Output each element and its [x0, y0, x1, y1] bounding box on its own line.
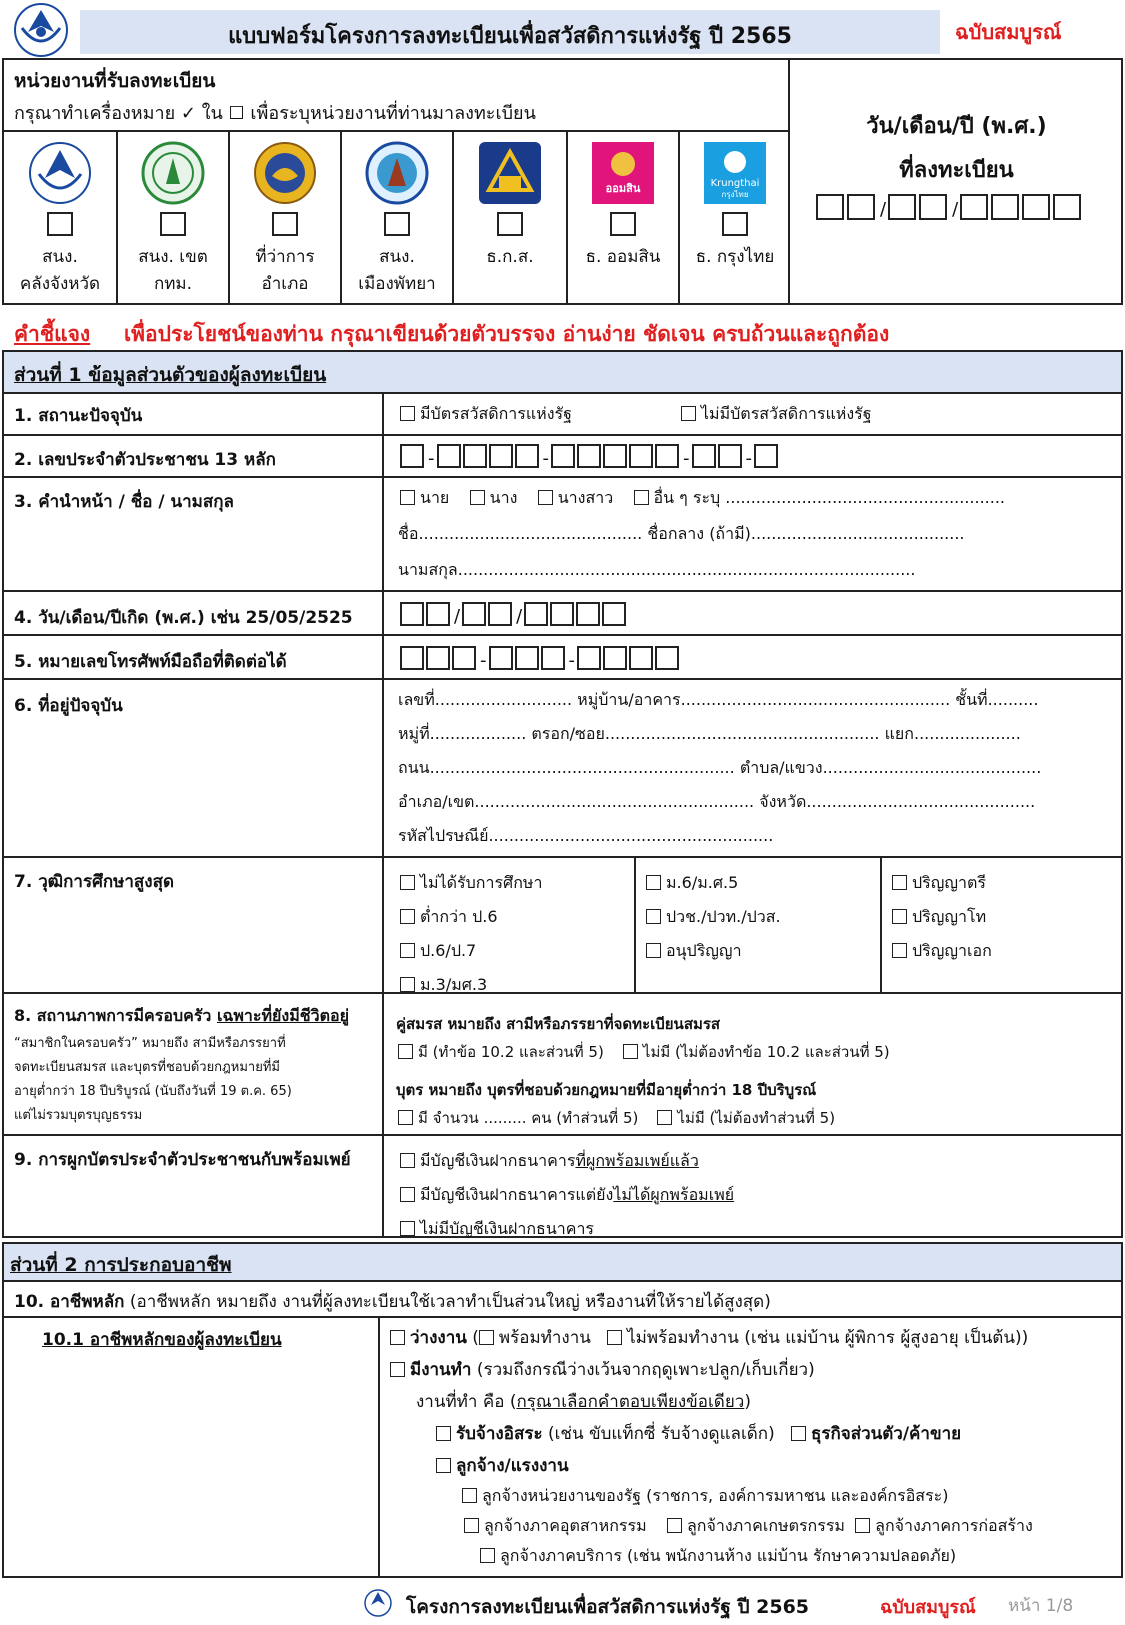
checkbox[interactable] — [681, 406, 696, 421]
section2: ส่วนที่ 2 การประกอบอาชีพ 10. อาชีพหลัก (อาชีพหลัก หมายถึง งานที่ผู้ลงทะเบียนใช้เวลาทำเป็นส่วนใหญ่ หรืองานที่ให้รายได้สูงสุด) 10.1 อาชีพหลักของผู้ลงทะเบียน ว่างงาน ( พร้อมทำงาน ไม่พร้อมทำงาน (เช่น แม่บ้าน ผู้พิการ ผู้สูงอายุ เป็นต้น)) มีงานทำ (รวมถึงกรณีว่างเว้นจากฤดูเพาะปลูก/เก็บเกี่ยว) งานที่ทำ คือ (กรุณาเลือกคำตอบเพียงข้อเดียว) รับจ้างอิสระ (เช่น ขับแท็กซี่ รับจ้างดูแลเด็ก) ธุรกิจส่วนตัว/ค้าขาย ลูกจ้าง/แรงงาน ลูกจ้างหน่วยงานของรัฐ (ราชการ, องค์การมหาชน และองค์กรอิสระ) ลูกจ้างภาคอุตสาหกรรม ลูกจ้างภาคเกษตรกรรม ลูกจ้างภาคการก่อสร้าง ลูกจ้างภาคบริการ (เช่น พนักงานห้าง แม่บ้าน รักษาความปลอดภัย) — [2, 1242, 1123, 1578]
checkbox[interactable] — [462, 1488, 477, 1503]
checkbox[interactable] — [400, 909, 415, 924]
checkbox[interactable] — [892, 909, 907, 924]
q3-titles: นาย นาง นางสาว อื่น ๆ ระบุ ....................................................... — [400, 486, 1005, 511]
employed-label: มีงานทำ — [410, 1360, 472, 1380]
baac-logo-icon — [477, 140, 543, 206]
checkbox[interactable] — [892, 875, 907, 890]
checkbox[interactable] — [646, 909, 661, 924]
checkbox[interactable] — [390, 1330, 405, 1345]
education-option: ปริญญาโท — [912, 907, 987, 926]
agency-bangkok-checkbox[interactable] — [160, 212, 186, 236]
footer — [0, 1584, 1125, 1624]
spouse-no: ไม่มี (ไม่ต้องทำข้อ 10.2 และส่วนที่ 5) — [642, 1043, 890, 1061]
q9-opt2: มีบัญชีเงินฝากธนาคารแต่ยัง — [420, 1185, 614, 1204]
section1-col-divider — [382, 392, 384, 1236]
checkbox[interactable] — [791, 1426, 806, 1441]
agency-name: เมืองพัทยา — [358, 274, 436, 294]
agency-finance-checkbox[interactable] — [47, 212, 73, 236]
title-option: นาง — [489, 488, 518, 507]
section1: ส่วนที่ 1 ข้อมูลส่วนตัวของผู้ลงทะเบียน 1. สถานะปัจจุบัน มีบัตรสวัสดิการแห่งรัฐ ไม่มีบัตรสวัสดิการแห่งรัฐ 2. เลขประจำตัวประชาชน 13 หลัก - - - - 3. คำนำหน้า / ชื่อ / นามสกุล นาย นาง นางสาว อื่น ๆ ระบุ ....................................................... ชื่อ............................................ ชื่อกลาง (ถ้ามี).......................................... นามสกุล.......................................................................................... 4. วัน/เดือน/ปีเกิด (พ.ศ.) เช่น 25/05/2525 / / 5. หมายเลขโทรศัพท์มือถือที่ติดต่อได้ - - 6. ที่อยู่ปัจจุบัน เลขที่........................... หมู่บ้าน/อาคาร..................................................... ชั้นที่.......... หมู่ที่................... ตรอก/ซอย...................................................... แยก..................... ถนน............................................................ ตำบล/แขวง........................................... อำเภอ/เขต....................................................... จังหวัด............................................. รหัสไปรษณีย์........................................................ 7. วุฒิการศึกษาสูงสุด ไม่ได้รับการศึกษา ต่ำกว่า ป.6 ป.6/ป.7 ม.3/มศ.3 ม.6/ม.ศ.5 ปวช./ปวท./ปวส. อนุปริญญา ปริญญาตรี ปริญญาโท ปริญญาเอก 8. สถานภาพการมีครอบครัว เฉพาะที่ยังมีชีวิตอยู่ “สมาชิกในครอบครัว” หมายถึง สามีหรือภรรยาที่ จดทะเบียนสมรส และบุตรที่ชอบด้วยกฎหมายที่มี อายุต่ำกว่า 18 ปีบริบูรณ์ (นับถึงวันที่ 19 ต.ค. 65) แต่ไม่รวมบุตรบุญธรรม คู่สมรส หมายถึง สามีหรือภรรยาที่จดทะเบียนสมรส มี (ทำข้อ 10.2 และส่วนที่ 5) ไม่มี (ไม่ต้องทำข้อ 10.2 และส่วนที่ 5) บุตร หมายถึง บุตรที่ชอบด้วยกฎหมายที่มีอายุต่ำกว่า 18 ปีบริบูรณ์ มี จำนวน ......... คน (ทำส่วนที่ 5) ไม่มี (ไม่ต้องทำส่วนที่ 5) 9. การผูกบัตรประจำตัวประชาชนกับพร้อมเพย์ มีบัญชีเงินฝากธนาคารที่ผูกพร้อมเพย์แล้ว มีบัญชีเงินฝากธนาคารแต่ยังไม่ได้ผูกพร้อมเพย์ ไม่มีบัญชีเงินฝากธนาคาร — [2, 350, 1123, 1238]
junction-label: แยก — [884, 724, 914, 743]
agency-krungthai[interactable] — [678, 132, 790, 305]
q8-note: จดทะเบียนสมรส และบุตรที่ชอบด้วยกฎหมายที่มี — [14, 1060, 280, 1075]
checkbox[interactable] — [436, 1426, 451, 1441]
phone-boxes[interactable]: - - — [400, 646, 681, 671]
q8-note: แต่ไม่รวมบุตรบุญธรรม — [14, 1108, 143, 1123]
checkbox[interactable] — [538, 490, 553, 505]
education-option: ไม่ได้รับการศึกษา — [420, 873, 543, 892]
alley-label: ตรอก/ซอย — [531, 724, 605, 743]
not-ready-label: ไม่พร้อมทำงาน (เช่น แม่บ้าน ผู้พิการ ผู้สูงอายุ เป็นต้น)) — [627, 1328, 1029, 1348]
agency-name: ธ. กรุงไทย — [695, 247, 775, 267]
checkbox[interactable] — [892, 943, 907, 958]
q8-label-emph: เฉพาะที่ยังมีชีวิตอยู่ — [216, 1006, 349, 1025]
ready-label: พร้อมทำงาน — [498, 1328, 591, 1348]
agency-name: สนง. — [42, 247, 78, 267]
title-option: นางสาว — [557, 488, 614, 507]
birthdate-boxes[interactable]: / / — [400, 602, 628, 627]
education-option: อนุปริญญา — [666, 941, 742, 960]
checkbox[interactable] — [400, 490, 415, 505]
agency-name: ธ.ก.ส. — [486, 247, 534, 267]
q1-opt1: มีบัตรสวัสดิการแห่งรัฐ — [420, 404, 572, 423]
house-no-label: เลขที่ — [398, 690, 435, 709]
agency-heading: หน่วยงานที่รับลงทะเบียน — [14, 70, 216, 92]
freelance-desc: (เช่น ขับแท็กซี่ รับจ้างดูแลเด็ก) — [542, 1424, 775, 1444]
instruction-label: คำชี้แจง — [14, 322, 91, 346]
section1-title: ส่วนที่ 1 ข้อมูลส่วนตัวของผู้ลงทะเบียน — [14, 364, 327, 386]
checkbox[interactable] — [646, 943, 661, 958]
agency-name: อำเภอ — [261, 274, 309, 294]
footer-logo-icon — [363, 1588, 393, 1618]
work-choose: กรุณาเลือกคำตอบเพียงข้อเดียว — [516, 1392, 745, 1412]
q8-label — [14, 1004, 349, 1029]
middle-name-label: ชื่อกลาง (ถ้ามี) — [647, 524, 751, 543]
header-logo — [6, 2, 76, 58]
checkbox[interactable] — [400, 406, 415, 421]
checkbox[interactable] — [479, 1330, 494, 1345]
title-option: อื่น ๆ ระบุ — [653, 488, 721, 507]
agency-name: กทม. — [153, 274, 193, 294]
business-label: ธุรกิจส่วนตัว/ค้าขาย — [810, 1424, 962, 1444]
checkbox[interactable] — [400, 875, 415, 890]
checkbox[interactable] — [400, 1153, 415, 1168]
svg-text:ออมสิน: ออมสิน — [605, 182, 641, 195]
q10-1-label: 10.1 อาชีพหลักของผู้ลงทะเบียน — [42, 1330, 282, 1350]
q1-label: 1. สถานะปัจจุบัน — [14, 406, 143, 426]
q8-note: อายุต่ำกว่า 18 ปีบริบูรณ์ (นับถึงวันที่ 19 ต.ค. 65) — [14, 1084, 292, 1099]
checkbox[interactable] — [646, 875, 661, 890]
q9-label: 9. การผูกบัตรประจำตัวประชาชนกับพร้อมเพย์ — [14, 1150, 351, 1170]
agency-name: สนง. — [379, 247, 415, 267]
checkbox[interactable] — [400, 1221, 415, 1236]
province-label: จังหวัด — [759, 792, 807, 811]
emp-service: ลูกจ้างภาคบริการ (เช่น พนักงานห้าง แม่บ้าน รักษาความปลอดภัย) — [500, 1546, 957, 1565]
q3-label: 3. คำนำหน้า / ชื่อ / นามสกุล — [14, 492, 234, 512]
agency-name: คลังจังหวัด — [19, 274, 101, 294]
employee-label: ลูกจ้าง/แรงงาน — [456, 1456, 569, 1476]
checkbox[interactable] — [623, 1044, 638, 1059]
agency-name: ธ. ออมสิน — [585, 247, 661, 267]
agency-section — [2, 58, 1123, 305]
gsb-logo-icon — [590, 140, 656, 206]
q9-opt1-emph: ที่ผูกพร้อมเพย์แล้ว — [575, 1151, 699, 1170]
subdistrict-label: ตำบล/แขวง — [739, 758, 823, 777]
title-option: นาย — [420, 488, 450, 507]
q9-opt2-emph: ไม่ได้ผูกพร้อมเพย์ — [613, 1185, 735, 1204]
checkbox[interactable] — [400, 977, 415, 992]
registration-date-boxes[interactable]: / / — [816, 194, 1116, 220]
floor-label: ชั้นที่ — [955, 690, 988, 709]
agency-gsb[interactable] — [566, 132, 678, 305]
q1-opt2: ไม่มีบัตรสวัสดิการแห่งรัฐ — [701, 404, 872, 423]
child-heading: บุตร หมายถึง บุตรที่ชอบด้วยกฎหมายที่มีอายุต่ำกว่า 18 ปีบริบูรณ์ — [396, 1081, 817, 1099]
registration-date-label-2: ที่ลงทะเบียน — [899, 158, 1014, 183]
agency-instruction: กรุณาทำเครื่องหมาย ✓ ใน ☐ เพื่อระบุหน่วยงานที่ท่านมาลงทะเบียน — [14, 103, 536, 124]
checkbox[interactable] — [464, 1518, 479, 1533]
agency-baac[interactable] — [452, 132, 566, 305]
emp-agri: ลูกจ้างภาคเกษตรกรรม — [686, 1516, 845, 1535]
agency-row — [4, 130, 790, 303]
freelance-label: รับจ้างอิสระ — [456, 1424, 543, 1444]
checkbox[interactable] — [398, 1110, 413, 1125]
education-option: ป.6/ป.7 — [420, 941, 477, 960]
checkbox[interactable] — [398, 1044, 413, 1059]
checkbox[interactable] — [667, 1518, 682, 1533]
q10-line — [14, 1288, 771, 1315]
agency-baac-checkbox[interactable] — [497, 212, 523, 236]
q5-label: 5. หมายเลขโทรศัพท์มือถือที่ติดต่อได้ — [14, 652, 287, 672]
agency-district-checkbox[interactable] — [272, 212, 298, 236]
page-number: หน้า 1/8 — [1008, 1596, 1074, 1616]
agency-gsb-checkbox[interactable] — [610, 212, 636, 236]
finance-ministry-logo-icon — [6, 2, 76, 58]
last-name-label: นามสกุล — [398, 560, 458, 579]
checkbox[interactable] — [390, 1362, 405, 1377]
education-option: ต่ำกว่า ป.6 — [420, 907, 498, 926]
agency-name: สนง. เขต — [138, 247, 208, 267]
footer-edition: ฉบับสมบูรณ์ — [880, 1597, 976, 1618]
postcode-label: รหัสไปรษณีย์ — [398, 826, 489, 845]
spouse-heading: คู่สมรส หมายถึง สามีหรือภรรยาที่จดทะเบียนสมรส — [396, 1015, 721, 1033]
agency-pattaya-checkbox[interactable] — [384, 212, 410, 236]
agency-finance[interactable] — [2, 132, 116, 305]
child-no: ไม่มี (ไม่ต้องทำส่วนที่ 5) — [677, 1109, 836, 1127]
svg-text:กรุงไทย: กรุงไทย — [721, 190, 749, 199]
checkbox[interactable] — [470, 490, 485, 505]
krungthai-logo-icon — [702, 140, 768, 206]
district-label: อำเภอ/เขต — [398, 792, 475, 811]
agency-krungthai-checkbox[interactable] — [722, 212, 748, 236]
instruction-text: เพื่อประโยชน์ของท่าน กรุณาเขียนด้วยตัวบรรจง อ่านง่าย ชัดเจน ครบถ้วนและถูกต้อง — [124, 322, 890, 346]
page-title: แบบฟอร์มโครงการลงทะเบียนเพื่อสวัสดิการแห่งรัฐ ปี 2565 — [228, 24, 792, 49]
work-prefix: งานที่ทำ คือ ( — [416, 1392, 517, 1412]
garuda-icon — [27, 140, 93, 206]
checkbox[interactable] — [400, 1187, 415, 1202]
employed-desc: (รวมถึงกรณีว่างเว้นจากฤดูเพาะปลูก/เก็บเกี่ยว) — [471, 1360, 815, 1380]
agency-name: ที่ว่าการ — [255, 247, 315, 267]
q7-label: 7. วุฒิการศึกษาสูงสุด — [14, 872, 175, 892]
q4-label: 4. วัน/เดือน/ปีเกิด (พ.ศ.) เช่น 25/05/2525 — [14, 608, 353, 628]
svg-text:Krungthai: Krungthai — [710, 178, 760, 189]
section2-title: ส่วนที่ 2 การประกอบอาชีพ — [10, 1254, 232, 1276]
checkbox[interactable] — [400, 943, 415, 958]
checkbox[interactable] — [634, 490, 649, 505]
q8-note: “สมาชิกในครอบครัว” หมายถึง สามีหรือภรรยาที่ — [14, 1036, 286, 1051]
agency-pattaya[interactable] — [340, 132, 452, 305]
district-seal-icon — [252, 140, 318, 206]
checkbox[interactable] — [657, 1110, 672, 1125]
education-option: ม.6/ม.ศ.5 — [666, 873, 739, 892]
spouse-yes: มี (ทำข้อ 10.2 และส่วนที่ 5) — [418, 1043, 604, 1061]
pattaya-seal-icon — [364, 140, 430, 206]
bangkok-seal-icon — [140, 140, 206, 206]
q10-label: 10. อาชีพหลัก — [14, 1292, 125, 1312]
agency-bangkok[interactable] — [116, 132, 228, 305]
emp-industry: ลูกจ้างภาคอุตสาหกรรม — [484, 1516, 647, 1535]
registration-date-label: วัน/เดือน/ปี (พ.ศ.) — [866, 114, 1047, 139]
q9-opt1: มีบัญชีเงินฝากธนาคาร — [420, 1151, 576, 1170]
road-label: ถนน — [398, 758, 430, 777]
education-option: ปริญญาตรี — [912, 873, 986, 892]
q2-label: 2. เลขประจำตัวประชาชน 13 หลัก — [14, 450, 276, 470]
checkbox[interactable] — [480, 1548, 495, 1563]
checkbox[interactable] — [855, 1518, 870, 1533]
education-option: ม.3/มศ.3 — [420, 975, 488, 994]
moo-label: หมู่ที่ — [398, 724, 430, 743]
id-number-boxes[interactable]: - - - - — [400, 444, 780, 469]
village-label: หมู่บ้าน/อาคาร — [577, 690, 681, 709]
edition-label: ฉบับสมบูรณ์ — [955, 20, 1062, 44]
q6-label: 6. ที่อยู่ปัจจุบัน — [14, 696, 123, 716]
unemployed-label: ว่างงาน — [410, 1328, 467, 1348]
q8-label-text: 8. สถานภาพการมีครอบครัว — [14, 1006, 217, 1025]
first-name-label: ชื่อ — [398, 524, 419, 543]
agency-district[interactable] — [228, 132, 340, 305]
q10-desc: (อาชีพหลัก หมายถึง งานที่ผู้ลงทะเบียนใช้เวลาทำเป็นส่วนใหญ่ หรืองานที่ให้รายได้สูงสุด) — [124, 1292, 771, 1312]
education-option: ปวช./ปวท./ปวส. — [666, 907, 781, 926]
education-option: ปริญญาเอก — [912, 941, 992, 960]
q9-opt3: ไม่มีบัญชีเงินฝากธนาคาร — [420, 1219, 595, 1238]
child-yes: มี จำนวน ......... คน (ทำส่วนที่ 5) — [418, 1109, 639, 1127]
q1-options — [400, 402, 572, 427]
emp-construct: ลูกจ้างภาคการก่อสร้าง — [875, 1516, 1033, 1535]
checkbox[interactable] — [436, 1458, 451, 1473]
checkbox[interactable] — [607, 1330, 622, 1345]
emp-gov: ลูกจ้างหน่วยงานของรัฐ (ราชการ, องค์การมหาชน และองค์กรอิสระ) — [482, 1486, 949, 1505]
footer-title: โครงการลงทะเบียนเพื่อสวัสดิการแห่งรัฐ ปี 2565 — [406, 1596, 810, 1618]
